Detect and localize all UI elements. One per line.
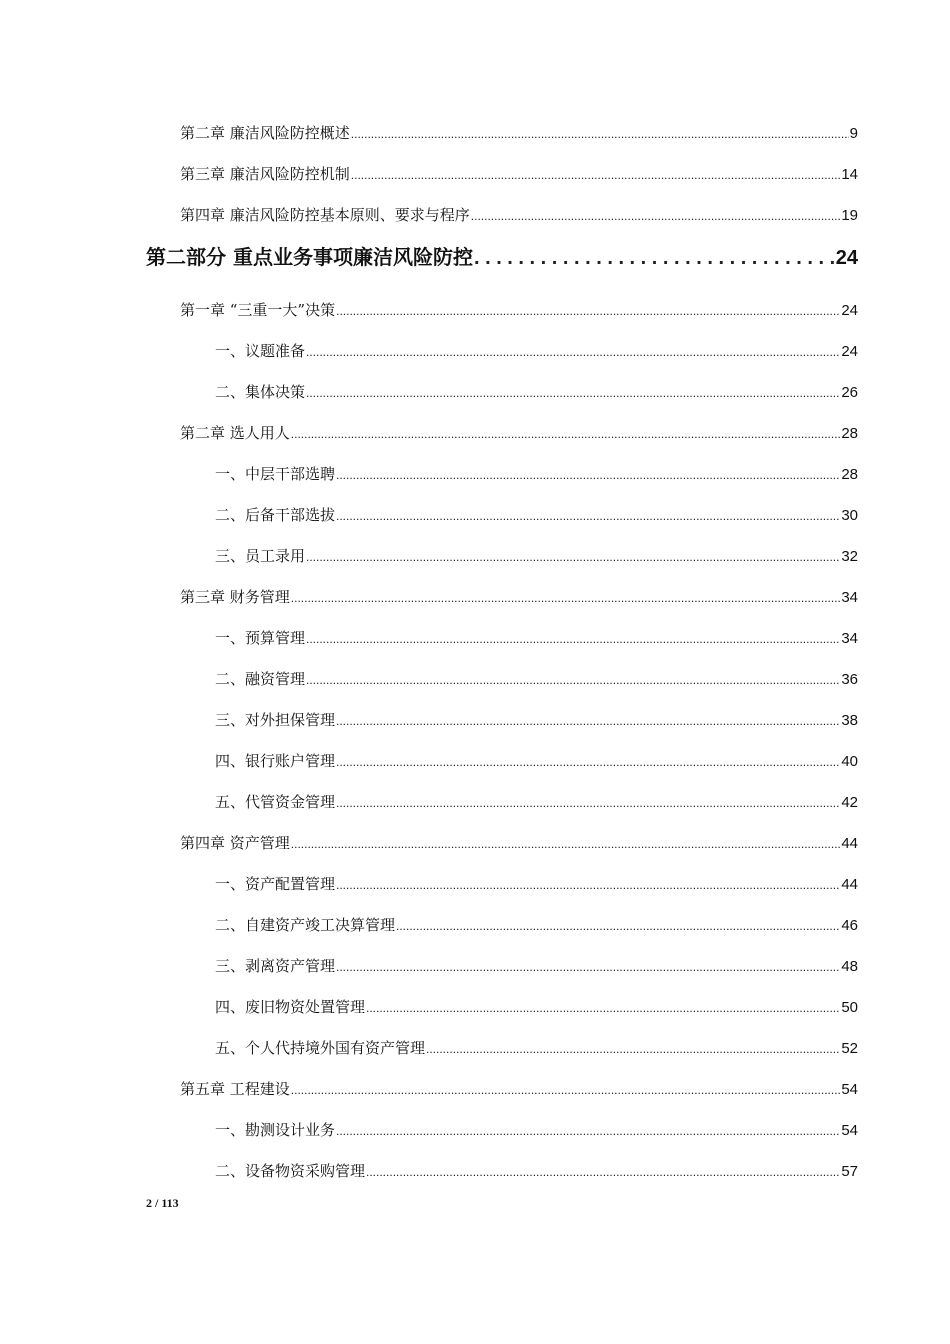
toc-section-entry[interactable] bbox=[215, 628, 858, 649]
toc-dot-leader bbox=[291, 423, 841, 444]
toc-entry-title: 二、集体决策 bbox=[215, 383, 306, 401]
toc-entry-page-number: 24 bbox=[841, 343, 858, 360]
toc-entry-page-number: 42 bbox=[841, 794, 858, 811]
toc-section-entry[interactable] bbox=[215, 341, 858, 362]
toc-entry-title: 五、个人代持境外国有资产管理 bbox=[215, 1039, 426, 1057]
toc-dot-leader bbox=[471, 205, 841, 226]
toc-entry-title: 第四章 资产管理 bbox=[180, 834, 290, 852]
toc-dot-leader bbox=[336, 751, 840, 772]
toc-entry-title: 第二部分 重点业务事项廉洁风险防控 bbox=[146, 245, 473, 269]
toc-entry-page-number: 50 bbox=[841, 999, 858, 1016]
toc-chapter-entry[interactable] bbox=[180, 587, 858, 608]
toc-entry-page-number: 24 bbox=[841, 302, 858, 319]
toc-entry-title: 三、对外担保管理 bbox=[215, 711, 336, 729]
toc-entry-page-number: 52 bbox=[841, 1040, 858, 1057]
toc-dot-leader bbox=[426, 1038, 840, 1059]
toc-entry-page-number: 46 bbox=[841, 917, 858, 934]
toc-chapter-entry[interactable] bbox=[180, 205, 858, 226]
toc-dot-leader bbox=[336, 956, 840, 977]
toc-entry-page-number: 34 bbox=[841, 589, 858, 606]
toc-entry-title: 第三章 廉洁风险防控机制 bbox=[180, 165, 350, 183]
toc-dot-leader bbox=[336, 300, 840, 321]
toc-entry-title: 二、设备物资采购管理 bbox=[215, 1162, 366, 1180]
toc-dot-leader bbox=[336, 792, 840, 813]
toc-dot-leader bbox=[336, 464, 840, 485]
toc-section-entry[interactable] bbox=[215, 997, 858, 1018]
toc-entry-page-number: 24 bbox=[835, 247, 858, 269]
toc-part-entry[interactable] bbox=[146, 244, 858, 271]
toc-entry-title: 一、资产配置管理 bbox=[215, 875, 336, 893]
toc-dot-leader bbox=[336, 1120, 840, 1141]
toc-entry-page-number: 54 bbox=[841, 1122, 858, 1139]
toc-entry-page-number: 57 bbox=[841, 1163, 858, 1180]
toc-dot-leader bbox=[291, 587, 841, 608]
toc-section-entry[interactable] bbox=[215, 915, 858, 936]
toc-section-entry[interactable] bbox=[215, 792, 858, 813]
toc-section-entry[interactable] bbox=[215, 546, 858, 567]
toc-entry-title: 二、自建资产竣工决算管理 bbox=[215, 916, 396, 934]
toc-dot-leader bbox=[336, 505, 840, 526]
toc-entry-page-number: 30 bbox=[841, 507, 858, 524]
toc-entry-title: 四、废旧物资处置管理 bbox=[215, 998, 366, 1016]
toc-section-entry[interactable] bbox=[215, 1038, 858, 1059]
toc-entry-page-number: 28 bbox=[841, 425, 858, 442]
toc-section-entry[interactable] bbox=[215, 1120, 858, 1141]
toc-dot-leader bbox=[366, 1161, 840, 1182]
toc-entry-page-number: 26 bbox=[841, 384, 858, 401]
toc-chapter-entry[interactable] bbox=[180, 833, 858, 854]
toc-dot-leader bbox=[306, 628, 840, 649]
toc-entry-title: 二、融资管理 bbox=[215, 670, 306, 688]
toc-dot-leader bbox=[306, 382, 840, 403]
toc-dot-leader bbox=[336, 874, 840, 895]
toc-entry-title: 四、银行账户管理 bbox=[215, 752, 336, 770]
toc-entry-page-number: 36 bbox=[841, 671, 858, 688]
toc-entry-title: 三、员工录用 bbox=[215, 547, 306, 565]
toc-entry-page-number: 14 bbox=[841, 166, 858, 183]
toc-chapter-entry[interactable] bbox=[180, 1079, 858, 1100]
toc-section-entry[interactable] bbox=[215, 956, 858, 977]
toc-dot-leader bbox=[366, 997, 840, 1018]
toc-entry-page-number: 19 bbox=[841, 207, 858, 224]
toc-section-entry[interactable] bbox=[215, 710, 858, 731]
toc-section-entry[interactable] bbox=[215, 751, 858, 772]
toc-entry-title: 第一章 “三重一大”决策 bbox=[180, 301, 336, 319]
toc-dot-leader bbox=[474, 244, 835, 271]
toc-entry-title: 第三章 财务管理 bbox=[180, 588, 290, 606]
toc-entry-title: 第二章 选人用人 bbox=[180, 424, 290, 442]
toc-entry-title: 一、中层干部选聘 bbox=[215, 465, 336, 483]
toc-entry-title: 二、后备干部选拔 bbox=[215, 506, 336, 524]
toc-section-entry[interactable] bbox=[215, 874, 858, 895]
toc-entry-page-number: 9 bbox=[849, 125, 858, 142]
toc-entry-title: 一、预算管理 bbox=[215, 629, 306, 647]
toc-dot-leader bbox=[291, 1079, 841, 1100]
toc-dot-leader bbox=[306, 341, 840, 362]
toc-entry-title: 五、代管资金管理 bbox=[215, 793, 336, 811]
toc-chapter-entry[interactable] bbox=[180, 300, 858, 321]
toc-entry-title: 三、剥离资产管理 bbox=[215, 957, 336, 975]
toc-section-entry[interactable] bbox=[215, 669, 858, 690]
toc-section-entry[interactable] bbox=[215, 505, 858, 526]
toc-entry-page-number: 38 bbox=[841, 712, 858, 729]
toc-entry-page-number: 40 bbox=[841, 753, 858, 770]
toc-section-entry[interactable] bbox=[215, 464, 858, 485]
toc-entry-page-number: 48 bbox=[841, 958, 858, 975]
toc-entry-page-number: 28 bbox=[841, 466, 858, 483]
toc-section-entry[interactable] bbox=[215, 1161, 858, 1182]
toc-entry-page-number: 54 bbox=[841, 1081, 858, 1098]
toc-dot-leader bbox=[306, 546, 840, 567]
toc-entry-title: 第五章 工程建设 bbox=[180, 1080, 290, 1098]
toc-entry-title: 第二章 廉洁风险防控概述 bbox=[180, 124, 350, 142]
toc-dot-leader bbox=[291, 833, 841, 854]
toc-entry-page-number: 44 bbox=[841, 835, 858, 852]
toc-entry-title: 一、勘测设计业务 bbox=[215, 1121, 336, 1139]
toc-entry-title: 第四章 廉洁风险防控基本原则、要求与程序 bbox=[180, 206, 470, 224]
toc-dot-leader bbox=[306, 669, 840, 690]
toc-entry-page-number: 44 bbox=[841, 876, 858, 893]
toc-chapter-entry[interactable] bbox=[180, 423, 858, 444]
page-footer-number: 2 / 113 bbox=[146, 1196, 179, 1210]
toc-dot-leader bbox=[351, 164, 841, 185]
toc-chapter-entry[interactable] bbox=[180, 164, 858, 185]
toc-entry-page-number: 32 bbox=[841, 548, 858, 565]
toc-section-entry[interactable] bbox=[215, 382, 858, 403]
toc-entry-page-number: 34 bbox=[841, 630, 858, 647]
toc-dot-leader bbox=[396, 915, 840, 936]
toc-dot-leader bbox=[336, 710, 840, 731]
toc-chapter-entry[interactable] bbox=[180, 123, 858, 144]
toc-entry-title: 一、议题准备 bbox=[215, 342, 306, 360]
toc-dot-leader bbox=[351, 123, 849, 144]
